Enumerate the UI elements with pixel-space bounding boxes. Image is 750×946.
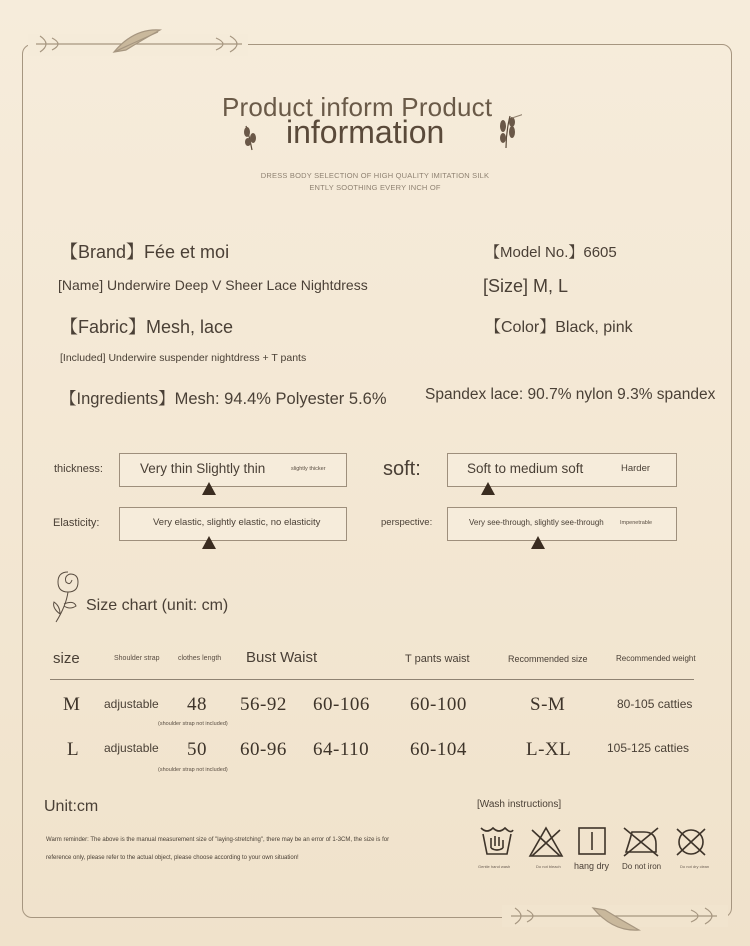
name-text: [Name] Underwire Deep V Sheer Lace Nightdress bbox=[58, 277, 368, 293]
size-text: [Size] M, L bbox=[483, 276, 569, 296]
elasticity-label: Elasticity: bbox=[53, 517, 100, 529]
row-l-length: 50 bbox=[187, 739, 207, 760]
color-text: 【Color】Black, pink bbox=[485, 319, 633, 336]
no-bleach-icon bbox=[528, 826, 564, 863]
model-text: 【Model No.】6605 bbox=[485, 244, 617, 261]
header-length: clothes length bbox=[178, 655, 222, 662]
elasticity-scale bbox=[119, 507, 347, 541]
header-recommended-size: Recommended size bbox=[508, 654, 588, 664]
hand-wash-icon bbox=[479, 824, 515, 863]
wash-label-iron: Do not iron bbox=[622, 862, 662, 871]
thickness-scale bbox=[119, 453, 347, 487]
page-title-line1: Product inform Product bbox=[222, 92, 493, 122]
header-size: size bbox=[53, 650, 80, 667]
header-shoulder: Shoulder strap bbox=[114, 655, 160, 662]
header-tpants: T pants waist bbox=[405, 653, 470, 665]
thickness-text: Very thin Slightly thin bbox=[140, 461, 266, 476]
row-m-note: (shoulder strap not included) bbox=[158, 721, 228, 727]
ingredients-lace-text: Spandex lace: 90.7% nylon 9.3% spandex bbox=[425, 386, 716, 403]
row-l-recommended: L-XL bbox=[526, 739, 572, 760]
soft-label: soft: bbox=[383, 458, 421, 480]
wash-label-hang: hang dry bbox=[574, 861, 610, 871]
page-title-line2: information bbox=[286, 114, 445, 150]
included-text: [Included] Underwire suspender nightdress + T pants bbox=[60, 352, 307, 364]
brand-text: 【Brand】Fée et moi bbox=[60, 242, 230, 262]
rose-icon bbox=[50, 568, 86, 626]
row-l-waist: 64-110 bbox=[313, 739, 370, 760]
row-m-shoulder: adjustable bbox=[104, 697, 159, 711]
ingredients-text: 【Ingredients】Mesh: 94.4% Polyester 5.6% bbox=[60, 390, 387, 408]
no-dry-clean-icon bbox=[674, 826, 708, 863]
soft-marker bbox=[481, 482, 495, 495]
row-m-bust: 56-92 bbox=[240, 694, 287, 715]
subtitle-line1: DRESS BODY SELECTION OF HIGH QUALITY IMITATION SILK bbox=[260, 171, 490, 180]
soft-extra: Harder bbox=[621, 463, 651, 474]
row-m-waist: 60-106 bbox=[313, 694, 370, 715]
header-recommended-weight: Recommended weight bbox=[616, 654, 696, 663]
wash-label-dryclean: Do not dry clean bbox=[680, 864, 710, 869]
row-m-length: 48 bbox=[187, 694, 207, 715]
hang-dry-icon bbox=[577, 826, 607, 861]
soft-text: Soft to medium soft bbox=[467, 461, 584, 476]
row-l-weight: 105-125 catties bbox=[607, 741, 690, 755]
thickness-extra: slightly thicker bbox=[291, 466, 326, 472]
no-iron-icon bbox=[622, 826, 660, 863]
row-l-shoulder: adjustable bbox=[104, 741, 159, 755]
perspective-extra: Impenetrable bbox=[620, 520, 653, 526]
perspective-marker bbox=[531, 536, 545, 549]
row-m-recommended: S-M bbox=[530, 694, 566, 715]
row-l-note: (shoulder strap not included) bbox=[158, 767, 228, 773]
size-chart-title: Size chart (unit: cm) bbox=[86, 597, 229, 614]
subtitle-line2: ENTLY SOOTHING EVERY INCH OF bbox=[309, 183, 441, 192]
wheat-left-icon bbox=[240, 122, 262, 152]
perspective-label: perspective: bbox=[381, 517, 433, 528]
perspective-scale bbox=[447, 507, 677, 541]
elasticity-text: Very elastic, slightly elastic, no elasticity bbox=[153, 517, 321, 528]
row-m-weight: 80-105 catties bbox=[617, 697, 693, 711]
row-l-size: L bbox=[67, 739, 80, 760]
reminder-line1: Warm reminder: The above is the manual measurement size of "laying-stretching", there may be an error of 1-3CM, the size is for bbox=[46, 837, 390, 843]
row-m-tpants: 60-100 bbox=[410, 694, 467, 715]
thickness-marker bbox=[202, 482, 216, 495]
unit-label: Unit:cm bbox=[44, 798, 99, 815]
wash-label-hand: Gentle hand wash bbox=[478, 864, 511, 869]
row-l-bust: 60-96 bbox=[240, 739, 287, 760]
wheat-right-icon bbox=[494, 112, 522, 150]
fabric-text: 【Fabric】Mesh, lace bbox=[60, 317, 234, 337]
thickness-label: thickness: bbox=[54, 463, 103, 475]
table-divider bbox=[50, 679, 694, 680]
row-m-size: M bbox=[63, 694, 81, 715]
reminder-line2: reference only, please refer to the actual object, please choose according to your own situation! bbox=[46, 855, 299, 861]
perspective-text: Very see-through, slightly see-through bbox=[469, 518, 604, 527]
header-bust-waist: Bust Waist bbox=[246, 649, 318, 666]
leaf-ornament-top bbox=[30, 26, 252, 62]
wash-title: [Wash instructions] bbox=[477, 799, 562, 810]
leaf-ornament-bottom bbox=[505, 898, 727, 934]
wash-label-bleach: Do not bleach bbox=[536, 864, 561, 869]
elasticity-marker bbox=[202, 536, 216, 549]
row-l-tpants: 60-104 bbox=[410, 739, 467, 760]
